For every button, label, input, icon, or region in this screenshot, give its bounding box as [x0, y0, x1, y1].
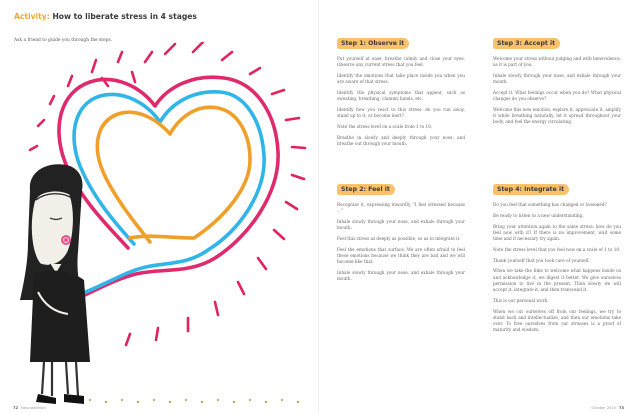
page-number-right: 73	[618, 406, 624, 410]
step-2-paragraph: Feel the emotions that surface. We are often afraid to feel these emotions because we think they are bad and we will become like that.	[337, 246, 465, 265]
step-3	[493, 30, 621, 130]
step-2-heading: Step 2: Feel it	[337, 184, 395, 195]
step-3-paragraph: Inhale slowly through your nose, and exhale through your mouth.	[493, 73, 621, 85]
step-4-paragraph: Do you feel that something has changed or loosened?	[493, 202, 607, 207]
step-4-paragraph: This is our personal work.	[493, 297, 549, 303]
page-title	[14, 12, 197, 21]
step-4-paragraph: When we take the time to welcome what happens inside us and acknowledge it, we digest it better. We give ourselves permission to live in the present. Then slowly we will accept it, integrate it, and then transcend it.	[493, 268, 621, 292]
step-1-paragraph: Put yourself at ease, breathe calmly and close your eyes. Observe any current stress that you feel.	[337, 56, 465, 68]
step-1-paragraph: Identify how you react to this stress: do you run away, stand up to it, or become inert?	[337, 107, 465, 119]
illustration	[10, 42, 308, 410]
intro-text: Ask a friend to guide you through the steps.	[14, 38, 113, 43]
step-4-paragraph: Thank yourself that you took care of yourself.	[493, 257, 590, 263]
page-spine	[318, 0, 319, 413]
title-main: How to liberate stress in 4 stages	[52, 12, 197, 21]
footer-left	[10, 406, 46, 410]
ground-dots	[89, 399, 299, 403]
step-1-paragraph: Identify the physical symptoms that appear, such as sweating, breathing, clammy hands, etc.	[337, 90, 465, 102]
girl-figure	[20, 164, 90, 404]
step-4	[493, 176, 621, 338]
step-3-paragraph: Accept it. What feelings occur when you do? What physical changes do you observe?	[493, 90, 621, 102]
step-1-paragraph: Identify the emotions that take place inside you when you are aware of that stress.	[337, 73, 465, 85]
step-4-heading: Step 4: Integrate it	[493, 184, 569, 195]
heart-orange	[97, 107, 250, 242]
publication-name: Neurosthetics	[21, 406, 46, 410]
heart-blue	[70, 92, 264, 298]
step-4-paragraph: Bring your attention again to the same stress: how do you feel now with it? If there is no improvement, wait some time and if necessary try again.	[493, 223, 621, 241]
step-1-paragraph: Breathe in slowly and deeply through your nose, and breathe out through your mouth.	[337, 134, 465, 146]
page-number-left: 72	[13, 406, 19, 410]
step-1	[337, 30, 465, 152]
step-2-paragraph: Feel this stress as deeply as possible, so as to integrate it.	[337, 236, 461, 241]
title-prefix: Activity:	[14, 12, 50, 21]
step-1-paragraph: Note the stress level on a scale from 1 to 10.	[337, 124, 433, 129]
step-4-paragraph: When we cut ourselves off from our feelings, we try to stand back and intellectualize, and then our emotions take over. To free ourselves from our stresses is a proof of maturity and wisdom.	[493, 308, 621, 333]
step-3-paragraph: Welcome your stress without judging and with benevolence, as it is part of you.	[493, 56, 621, 68]
footer-right	[591, 406, 627, 410]
step-2	[337, 176, 465, 287]
step-3-paragraph: Welcome this new emotion, explore it, appreciate it, amplify it while breathing naturally, let it spread throughout your body, and feel the energy circulating.	[493, 107, 621, 125]
step-4-paragraph: Be ready to listen to a new understanding.	[493, 212, 584, 218]
issue-date: October 2015	[591, 406, 616, 410]
step-1-heading: Step 1: Observe it	[337, 38, 409, 49]
step-2-paragraph: Inhale slowly through your nose, and exhale through your mouth.	[337, 270, 465, 282]
step-3-heading: Step 3: Accept it	[493, 38, 560, 49]
step-2-paragraph: Recognize it, expressing inwardly, "I feel stressed because ..."	[337, 202, 465, 214]
step-4-paragraph: Note the stress level that you feel now on a scale of 1 to 10.	[493, 246, 621, 252]
step-2-paragraph: Inhale slowly through your nose, and exhale through your mouth.	[337, 219, 465, 231]
